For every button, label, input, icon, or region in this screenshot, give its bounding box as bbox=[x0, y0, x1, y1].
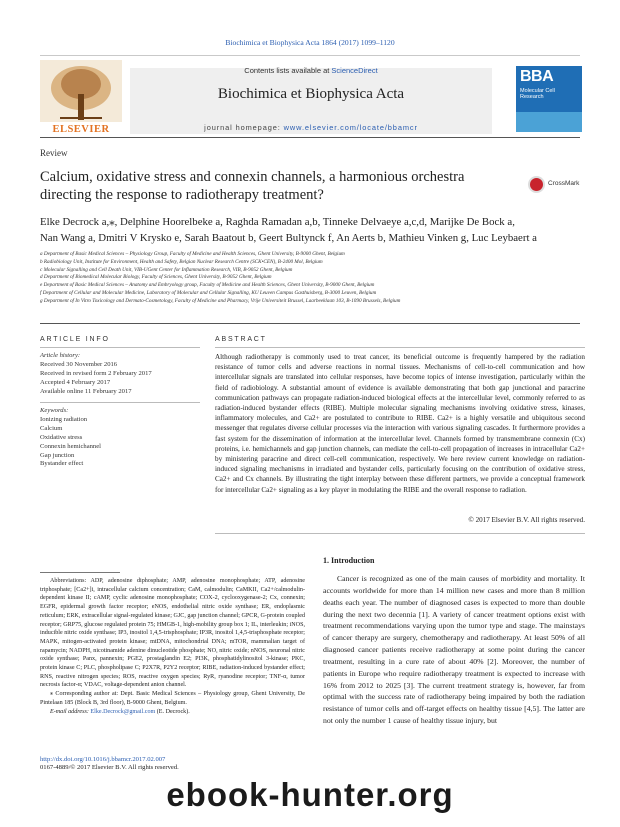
cover-subtitle: Molecular Cell Research bbox=[520, 88, 555, 101]
article-history bbox=[40, 352, 200, 397]
keyword-item: Oxidative stress bbox=[40, 433, 83, 441]
keywords bbox=[40, 407, 200, 469]
contents-line bbox=[130, 66, 492, 75]
article-type: Review bbox=[40, 148, 68, 158]
email-note bbox=[40, 708, 305, 717]
affiliation-item: a Department of Basic Medical Sciences – Physiology Group, Faculty of Medicine and Health Sciences, Ghent University, B-9000 Ghent, Belgium bbox=[40, 251, 345, 257]
issn-line: 0167-4889/© 2017 Elsevier B.V. All rights reserved. bbox=[40, 764, 179, 771]
doi-link[interactable]: http://dx.doi.org/10.1016/j.bbamcr.2017.02.007 bbox=[40, 756, 166, 763]
abbreviations-note: Abbreviations: ADP, adenosine diphosphate; AMP, adenosine monophosphate; ATP, adenosine triphosphate; [Ca2+]i, intracellular calcium concentration; CaM, calmodulin; CaMKII, Ca2+/calmodulin-dependent kinase II; cAMP, cyclic adenosine monophosphate; COX-2, cyclooxygenase-2; Cx, connexin; EGFR, epidermal growth factor receptor; eNOS, endothelial nitric oxide synthase; ER, endoplasmic reticulum; ERK, extracellular signal-regulated kinase; GJC, gap junction channel; GPCR, G-protein coupled receptor; GRP75, glucose regulated protein 75; HMGB-1, high-mobility group box 1; IL, interleukin; iNOS, inducible nitric oxide synthase; IP3, inositol 1,4,5-trisphosphate; IP3R, inositol 1,4,5-trisphosphate receptor; MAPK, mitogen-activated protein kinase; mtDNA, mitochondrial DNA; mTOR, mammalian target of rapamycin; NADPH, nicotinamide adenine dinucleotide phosphate; NO, nitric oxide; nNOS, neuronal nitric oxide synthase; Panx, pannexin; PGE2, prostaglandin E2; PI3K, phosphatidylinositol 3-kinase; PKC, protein kinase C; PLC, phospholipase C; P2X7R, P2Y2 receptor; RIBE, radiation-induced bystander effect; RNS, reactive nitrogen species; ROS, reactive oxygen species; RyR, ryanodine receptor; TNF-α, tumor necrosis factor-α; VDAC, voltage-dependent anion channel. bbox=[40, 578, 305, 689]
author-list bbox=[40, 214, 585, 246]
email-link[interactable]: Elke.Decrock@gmail.com bbox=[90, 708, 156, 715]
affiliation-item: f Department of Cellular and Molecular Medicine, Laboratory of Molecular and Cellular Signalling, KU Leuven Campus Gasthuisberg, B-3000 Leuven, Belgium bbox=[40, 289, 377, 296]
elsevier-wordmark: ELSEVIER bbox=[52, 124, 110, 135]
homepage-prefix: journal homepage: bbox=[204, 123, 284, 132]
footnote-rule bbox=[40, 572, 120, 573]
journal-homepage bbox=[130, 123, 492, 132]
sciencedirect-link[interactable]: ScienceDirect bbox=[331, 66, 378, 75]
article-info-heading: ARTICLE INFO bbox=[40, 336, 110, 343]
keyword-item: Bystander effect bbox=[40, 460, 84, 468]
history-item: Accepted 4 February 2017 bbox=[40, 378, 111, 386]
watermark: ebook-hunter.org bbox=[166, 776, 454, 813]
intro-paragraph: Cancer is recognized as one of the main causes of morbidity and mortality. It accounts worldwide for more than 14 million new cases and more than 8 million deaths each year. The number of diagnosed cases is expected to more than double during the next two decennia [1]. A variety of cancer treatment options exist with treatment recommendations varying upon the tumor type and stage. The mainstays of cancer therapy are surgery, chemotherapy and radiotherapy. At least 50% of all diagnosed cancer patients receive radiotherapy at some point during the cancer treatment, resulting in a cure rate of about 40% [2]. Moreover, the number of patients in Europe who require radiotherapy treatment is expected to increase with 16% from 2012 to 2025 [3]. The current treatment strategy is, however, far from optimal with the success rate of radiotherapy being impaired by both the radiation resistance of tumor cells and off-target effects on healthy tissue [4,5]. The latter are not only the number 1 cause of healthy tissue injury, but bbox=[323, 574, 585, 726]
abstract-rule bbox=[215, 347, 585, 348]
article-title: Calcium, oxidative stress and connexin channels, a harmonious orchestra directing the response to radiotherapy treatment? bbox=[40, 169, 465, 203]
email-suffix: (E. Decrock). bbox=[155, 708, 190, 715]
keyword-item: Gap junction bbox=[40, 451, 75, 459]
email-label: E-mail address: bbox=[50, 708, 91, 715]
crossmark-icon bbox=[528, 176, 545, 193]
affiliation-item: c Molecular Signalling and Cell Death Unit, VIB-UGent Center for Inflammation Research, VIB, B-9052 Ghent, Belgium bbox=[40, 266, 293, 273]
keyword-item: Ionizing radiation bbox=[40, 415, 88, 423]
history-label: Article history: bbox=[40, 352, 81, 359]
abstract-bottom-rule bbox=[215, 533, 585, 534]
history-item: Received in revised form 2 February 2017 bbox=[40, 369, 152, 377]
contents-prefix: Contents lists available at bbox=[244, 66, 332, 75]
cover-band bbox=[516, 112, 582, 132]
abstract-text: Although radiotherapy is commonly used to treat cancer, its beneficial outcome is frequently hampered by the radiation resistance of tumor cells and adverse reactions in normal tissues. Mechanisms of cell-to-cell communication and how intercellular signals are translated into cellular responses, have become topics of intense investigation, particularly within the field of radiobiology. A substantial amount of evidence is available demonstrating that both gap junctional and paracrine communication pathways can propagate radiation-induced biological effects at the intercellular level, commonly referred to as radiation-induced bystander effects (RIBE). Multiple molecular signaling mechanisms involving oxidative stress, kinases, inflammatory molecules, and Ca2+ are postulated to contribute to RIBE. Ca2+ is a highly versatile and ubiquitous second messenger that regulates diverse cellular processes via the interaction with various signaling cascades. It furthermore provides a fast system for the dissemination of information at the intercellular level. Channels formed by transmembrane connexin (Cx) proteins, i.e. hemichannels and gap junction channels, can mediate the cell-to-cell propagation of increases in intracellular Ca2+ by ministering paracrine and direct cell-cell communication, respectively. We here review current knowledge on radiation-induced signaling mechanisms in irradiated and bystander cells, particularly focusing on the contribution of oxidative stress, Ca2+ and Cx channels. By illustrating the tight interplay between these different partners, we provide a conceptual framework for intercellular Ca2+ signaling as a key player in modulating the RIBE and the overall response to radiation. bbox=[215, 353, 585, 494]
abstract-heading: ABSTRACT bbox=[215, 336, 267, 343]
keywords-rule bbox=[40, 402, 200, 403]
authors-line: Elke Decrock a,⁎, Delphine Hoorelbeke a, Raghda Ramadan a,b, Tinneke Delvaeye a,c,d, Marijke De Bock a, bbox=[40, 216, 515, 228]
cover-title: BBA bbox=[520, 68, 554, 85]
crossmark-badge[interactable] bbox=[528, 176, 584, 198]
affiliations bbox=[40, 251, 585, 306]
affiliation-item: e Department of Basic Medical Sciences – Anatomy and Embryology group, Faculty of Medicine and Health Sciences, Ghent University, B-9000 Ghent, Belgium bbox=[40, 282, 375, 289]
keyword-item: Calcium bbox=[40, 424, 63, 432]
affiliation-item: b Radiobiology Unit, Institute for Environment, Health and Safety, Belgian Nuclear Research Centre (SCK•CEN), B-2400 Mol, Belgium bbox=[40, 258, 323, 265]
corresponding-author-note: ⁎ Corresponding author at: Dept. Basic Medical Sciences – Physiology group, Ghent University, De Pintelaan 185 (Block B, 3rd floor), B-9000 Ghent, Belgium. bbox=[40, 691, 305, 706]
article-info-rule bbox=[40, 347, 200, 348]
affiliation-item: g Department of In Vitro Toxicology and Dermato-Cosmetology, Faculty of Medicine and Pharmacy, Vrije Universiteit Brussel, Laarbeeklaan 103, B-1090 Brussels, Belgium bbox=[40, 297, 401, 304]
crossmark-label: CrossMark bbox=[548, 180, 580, 187]
history-item: Available online 11 February 2017 bbox=[40, 387, 132, 395]
homepage-link[interactable]: www.elsevier.com/locate/bbamcr bbox=[283, 123, 418, 132]
header-divider bbox=[40, 137, 580, 138]
journal-cover-image bbox=[516, 66, 582, 132]
affiliation-divider bbox=[40, 323, 580, 324]
abstract-copyright: © 2017 Elsevier B.V. All rights reserved. bbox=[468, 516, 585, 524]
section-heading: 1. Introduction bbox=[323, 556, 375, 565]
journal-name: Biochimica et Biophysica Acta bbox=[217, 86, 405, 102]
keyword-item: Connexin hemichannel bbox=[40, 442, 101, 450]
keywords-label: Keywords: bbox=[40, 407, 69, 414]
authors-line: Nan Wang a, Dmitri V Krysko e, Sarah Baatout b, Geert Bultynck f, An Aerts b, Mathieu Vinken g, Luc Leybaert a bbox=[40, 232, 537, 244]
affiliation-item: d Department of Biomedical Molecular Biology, Faculty of Sciences, Ghent University, B-9052 Ghent, Belgium bbox=[40, 274, 272, 281]
footnotes bbox=[40, 577, 305, 716]
history-item: Received 30 November 2016 bbox=[40, 360, 118, 368]
running-head[interactable]: Biochimica et Biophysica Acta 1864 (2017) 1099–1120 bbox=[225, 38, 395, 47]
